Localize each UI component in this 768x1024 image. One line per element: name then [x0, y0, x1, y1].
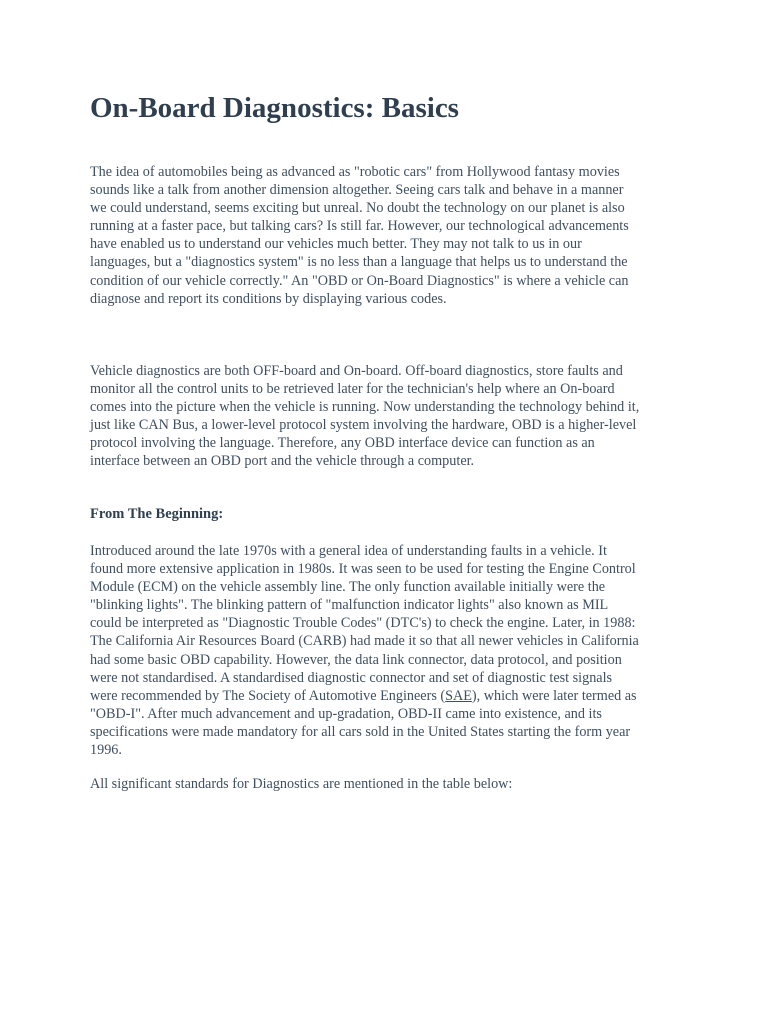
- history-line: Module (ECM) on the vehicle assembly line. The only function available initially were the: [90, 579, 606, 596]
- intro-line: diagnose and report its conditions by displaying various codes.: [90, 290, 447, 307]
- sae-line-after: ), which were later termed as: [471, 687, 637, 704]
- sae-line-before: were recommended by The Society of Automotive Engineers (: [90, 687, 446, 704]
- diagnostics-line: interface between an OBD port and the vehicle through a computer.: [90, 453, 475, 470]
- diagnostics-line: just like CAN Bus, a lower-level protocol system involving the hardware, OBD is a higher-level: [90, 417, 637, 434]
- history-line: 1996.: [90, 742, 122, 759]
- section-heading: From The Beginning:: [90, 506, 224, 522]
- diagnostics-line: Vehicle diagnostics are both OFF-board and On-board. Off-board diagnostics, store faults and: [90, 363, 623, 379]
- intro-line: sounds like a talk from another dimension altogether. Seeing cars talk and behave in a manner: [90, 182, 624, 199]
- history-line: "blinking lights". The blinking pattern of "malfunction indicator lights" also known as MIL: [90, 597, 609, 614]
- history-line: "OBD-I". After much advancement and up-gradation, OBD-II came into existence, and its: [90, 705, 602, 722]
- intro-line: have enabled us to understand our vehicles much better. They may not talk to us in our: [90, 236, 582, 253]
- history-line: could be interpreted as "Diagnostic Trouble Codes" (DTC's) to check the engine. Later, in 1988:: [90, 615, 636, 632]
- intro-line: running at a faster pace, but talking cars? Is still far. However, our technological advancements: [90, 218, 629, 235]
- history-line: were not standardised. A standardised diagnostic connector and set of diagnostic test signals: [90, 669, 613, 686]
- history-line-sae: [90, 687, 680, 705]
- history-line: had some basic OBD capability. However, the data link connector, data protocol, and position: [90, 651, 622, 668]
- history-line: found more extensive application in 1980s. It was seen to be used for testing the Engine Control: [90, 561, 636, 578]
- history-line: Introduced around the late 1970s with a general idea of understanding faults in a vehicle. It: [90, 543, 607, 559]
- intro-line: condition of our vehicle correctly." An "OBD or On-Board Diagnostics" is where a vehicle can: [90, 272, 629, 289]
- intro-line: we could understand, seems exciting but unreal. No doubt the technology on our planet is also: [90, 200, 625, 217]
- diagnostics-line: protocol involving the language. Therefore, any OBD interface device can function as an: [90, 435, 595, 452]
- diagnostics-paragraph: [90, 362, 680, 471]
- history-paragraph: [90, 542, 680, 759]
- history-line: specifications were made mandatory for all cars sold in the United States starting the form year: [90, 723, 631, 740]
- diagnostics-line: comes into the picture when the vehicle is running. Now understanding the technology behind it,: [90, 399, 640, 416]
- intro-line: The idea of automobiles being as advanced as "robotic cars" from Hollywood fantasy movies: [90, 164, 620, 180]
- intro-line: languages, but a "diagnostics system" is no less than a language that helps us to understand the: [90, 254, 628, 271]
- history-line: The California Air Resources Board (CARB) had made it so that all newer vehicles in California: [90, 633, 639, 650]
- table-intro-line: All significant standards for Diagnostics are mentioned in the table below:: [90, 776, 513, 792]
- sae-link[interactable]: SAE: [445, 687, 472, 704]
- diagnostics-line: monitor all the control units to be retrieved later for the technician's help where an On-board: [90, 381, 615, 398]
- table-intro-paragraph: [90, 775, 680, 793]
- page-title: On-Board Diagnostics: Basics: [90, 92, 459, 124]
- intro-paragraph: [90, 163, 680, 308]
